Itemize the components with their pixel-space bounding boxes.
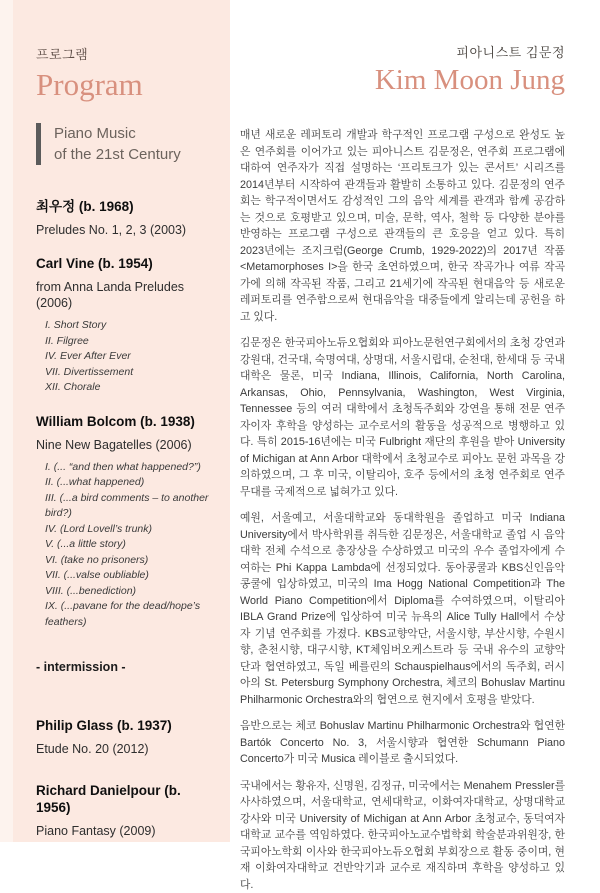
bio-paragraph: 국내에서는 황유자, 신명원, 김정규, 미국에서는 Menahem Pressler를 사사하였으며, 서울대학교, 연세대학교, 이화여자대학교, 상명대학교 강사와 미국 University of Michigan at Ann Arbor 초청교수, 동덕여자대학교 교수를 역임하였다. 한국피아노교수법학회 학술분과위원장, 한국피아노학회 이사와 한국피아노듀오협회 부회장으로 활동 중이며, 현재 이화여자대학교 건반악기과 교수로 재직하며 후학을 양성하고 있다. xyxy=(240,779,565,891)
intermission-label: - intermission - xyxy=(36,660,126,675)
artist-bio xyxy=(240,127,565,893)
work-title: from Anna Landa Preludes (2006) xyxy=(36,279,185,310)
work-title: Nine New Bagatelles (2006) xyxy=(36,437,192,452)
movement-item: VIII. (...benediction) xyxy=(45,584,137,597)
bio-paragraph: 예원, 서울예고, 서울대학교와 동대학원을 졸업하고 미국 Indiana University에서 박사학위를 취득한 김문정은, 서울대학교 졸업 시 음악대학 전체 수석으로 총장상을 수상하였고 미국의 우수 졸업자에게 수여하는 Phi Kappa Lambda에 선정되었다. 동아콩쿨과 KBS신인음악콩쿨에 입상하였고, 미국의 Ima Hogg National Competition과 The World Piano Competition에서 Diploma를 수여하였으며, 이탈리아 IBLA Grand Prize에 입상하여 미국 뉴욕의 Alice Tully Hall에서 수상자 기념 연주회를 가졌다. KBS교향악단, 서울시향, 부산시향, 수원시향, 춘천시향, 대구시향, KT체임버오케스트라 등 국내 유수의 교향악단과 협연하였고, 독일 베를린의 Schauspielhaus에서의 독주회, 러시아의 St. Petersburg Symphony Orchestra, 체코의 Bohuslav Martinu Philharmonic Orchestra와의 협연으로 현지에서 호평을 받았다. xyxy=(240,512,565,706)
movement-item: III. (...a bird comments – to another bird?) xyxy=(45,491,209,520)
program-section xyxy=(36,783,214,839)
movement-item: IV. (Lord Lovell’s trunk) xyxy=(45,522,152,535)
movement-item: I. (... “and then what happened?”) xyxy=(45,460,201,473)
program-kicker: 프로그램 xyxy=(36,47,89,62)
movement-list xyxy=(36,460,214,631)
panel-edge-strip xyxy=(0,0,13,842)
movement-item: V. (...a little story) xyxy=(45,538,126,551)
composer-name: Philip Glass (b. 1937) xyxy=(36,718,172,734)
bio-paragraph: 김문정은 한국피아노듀오협회와 피아노문헌연구회에서의 초청 강연과 강원대, 건국대, 숙명여대, 상명대, 서울시립대, 순천대, 한세대 등 국내 대학은 물론, 미국 Indiana, Illinois, California, North Carolina, Arkansas, Ohio, Pennsylvania, Washington, West Virginia, Tennessee 등의 여러 대학에서 초청독주회와 강연을 통해 전문 연주자이자 후학을 양성하는 교수로서의 활동을 성공적으로 병행하고 있다. 특히 2015-16년에는 미국 Fulbright 재단의 후원을 받아 University of Michigan at Ann Arbor 대학에서 초청교수로 피아노 문헌 과목을 강의하였으며, 그 후 미국, 이탈리아, 호주 등에서의 초청 연주회로 연주 무대를 국제적으로 넓혀가고 있다. xyxy=(240,337,565,498)
program-section xyxy=(36,199,214,238)
movement-list xyxy=(36,318,214,396)
work-title: Etude No. 20 (2012) xyxy=(36,742,149,757)
bio-paragraph: 음반으로는 체코 Bohuslav Martinu Philharmonic Orchestra와 협연한 Bartók Concerto No. 3, 서울시향과 협연한 Schumann Piano Concerto가 미국 Musica 레이블로 출시되었다. xyxy=(240,720,565,766)
program-subtitle-line2: of the 21st Century xyxy=(54,145,181,163)
work-title: Preludes No. 1, 2, 3 (2003) xyxy=(36,222,187,237)
program-subtitle-line1: Piano Music xyxy=(54,124,136,142)
composer-name: Richard Danielpour (b. 1956) xyxy=(36,783,181,816)
movement-item: IX. (...pavane for the dead/hope’s feathers) xyxy=(45,600,201,628)
movement-item: II. Filgree xyxy=(45,334,89,347)
bio-panel xyxy=(230,0,600,891)
movement-item: II. (...what happened) xyxy=(45,476,145,489)
program-section xyxy=(36,414,214,631)
composer-name: Carl Vine (b. 1954) xyxy=(36,255,153,271)
movement-item: XII. Chorale xyxy=(45,381,101,394)
movement-item: VI. (take no prisoners) xyxy=(45,553,149,566)
composer-name: William Bolcom (b. 1938) xyxy=(36,413,195,429)
program-section xyxy=(36,256,214,396)
movement-item: IV. Ever After Ever xyxy=(45,350,131,363)
artist-kicker: 피아니스트 김문정 xyxy=(456,45,565,60)
program-subtitle xyxy=(36,123,214,165)
movement-item: VII. Divertissement xyxy=(45,365,134,378)
composer-name: 최우정 (b. 1968) xyxy=(36,198,134,214)
work-title: Piano Fantasy (2009) xyxy=(36,824,156,839)
program-list xyxy=(36,199,214,840)
artist-title: Kim Moon Jung xyxy=(374,64,565,96)
movement-item: VII. (...valse oubliable) xyxy=(45,569,149,582)
artist-header xyxy=(240,42,565,97)
movement-item: I. Short Story xyxy=(45,319,107,332)
bio-paragraph: 매년 새로운 레퍼토리 개발과 학구적인 프로그램 구성으로 완성도 높은 연주회를 이어가고 있는 피아니스트 김문정은, 연주회 프로그램에 대하여 연주자가 직접 설명하는 ‘프리토크가 있는 콘서트’ 시리즈를 2014년부터 시작하여 관객들과 활발히 소통하고 있다. 김문정의 연주회는 학구적이면서도 감성적인 그의 음악 세계를 관객과 함께 공감하는 것으로 호평받고 있으며, 미술, 문학, 역사, 철학 등 다양한 분야를 반영하는 프로그램 구성으로 관객들의 큰 호응을 얻고 있다. 특히 2023년에는 조지크럼(George Crumb, 1929-2022)의 2017년 작품 <Metamorphoses I>을 한국 초연하였으며, 한국 작곡가나 여류 작곡가에 의해 작곡된 작품, 그리고 21세기에 작곡된 현대음악 등 새로운 레퍼토리를 연주함으로써 현대음악을 대중들에게 알리는데 공헌을 하고 있다. xyxy=(240,129,565,323)
program-title: Program xyxy=(36,67,143,102)
program-section xyxy=(36,718,214,757)
program-panel xyxy=(0,0,230,842)
